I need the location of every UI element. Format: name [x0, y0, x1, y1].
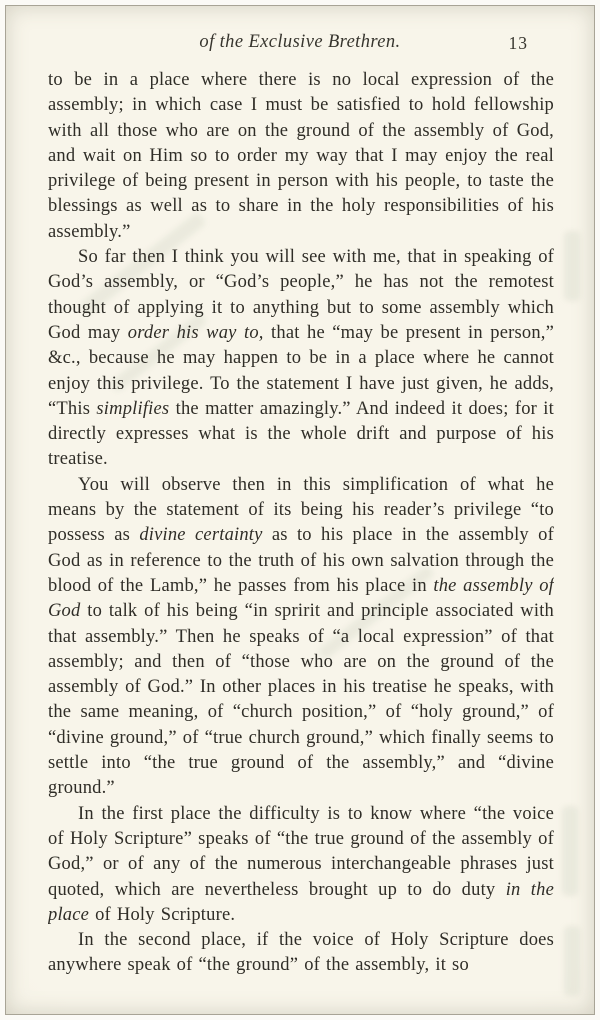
paragraph [48, 68, 554, 245]
showthrough-smudge [564, 231, 580, 301]
text-run: to talk of his being “in spririt and principle associated with that assembly.” Then he speaks of “a local expression” of that assembly; and then of “those who are on the ground of the assembly of God.” In other places in his treatise he speaks, with the same meaning, of “church position,” of “holy ground,” of “divine ground,” of “true church ground,” which finally seems to settle into “the true ground of the assembly,” and “divine ground.” [48, 601, 554, 799]
running-header-title: of the Exclusive Brethren. [199, 32, 401, 52]
text-run: the matter amazingly.” And indeed it does; for it directly expresses what is the whole drift and purpose of his treatise. [48, 398, 554, 470]
page-header [50, 32, 550, 58]
paragraph [48, 802, 554, 928]
italic-text-run: in the place [48, 879, 554, 925]
showthrough-smudge [564, 926, 580, 996]
page-number: 13 [508, 33, 528, 53]
italic-text-run: the assembly of God [48, 575, 554, 622]
text-run: So far then I think you will see with me, that in speaking of God’s assembly, or “God’s people,” he has not the remotest thought of applying it to anything but to some assembly which God may [48, 247, 554, 343]
italic-text-run: simplifies [96, 398, 170, 419]
text-run: In the first place the difficulty is to know where “the voice of Holy Scripture” speaks of “the true ground of the assembly of God,” or of any of the numerous interchangeable phrases just quoted, which are nevertheless brought up to do duty [48, 803, 554, 900]
book-page [5, 5, 595, 1015]
text-run: that he “may be present in person,” &c., because he may happen to be in a place where he cannot enjoy this privilege. To the statement I have just given, he adds, “This [48, 322, 554, 419]
paragraph [48, 928, 554, 979]
text-run: to be in a place where there is no local expression of the assembly; in which case I must be satisfied to hold fellowship with all those who are on the ground of the assembly of God, and wait on Him so to order my way that I may enjoy the real privilege of being present in person with his people, to taste the blessings as well as to share in the holy responsibilities of his assembly.” [48, 70, 554, 242]
text-run: In the second place, if the voice of Holy Scripture does anywhere speak of “the ground” of the assembly, it so [48, 930, 554, 976]
page-body [48, 68, 554, 1008]
italic-text-run: divine certainty [139, 525, 263, 546]
paragraph [48, 473, 554, 802]
paragraph [48, 245, 554, 473]
text-run: of Holy Scripture. [89, 904, 236, 925]
showthrough-smudge [562, 806, 578, 896]
text-run: as to his place in the assembly of God as in reference to the truth of his own salvation through the blood of the Lamb,” he passes from his place in [48, 525, 554, 596]
italic-text-run: order his way to, [127, 322, 264, 343]
text-run: You will observe then in this simplification of what he means by the statement of its being his reader’s privilege “to possess as [48, 474, 554, 546]
